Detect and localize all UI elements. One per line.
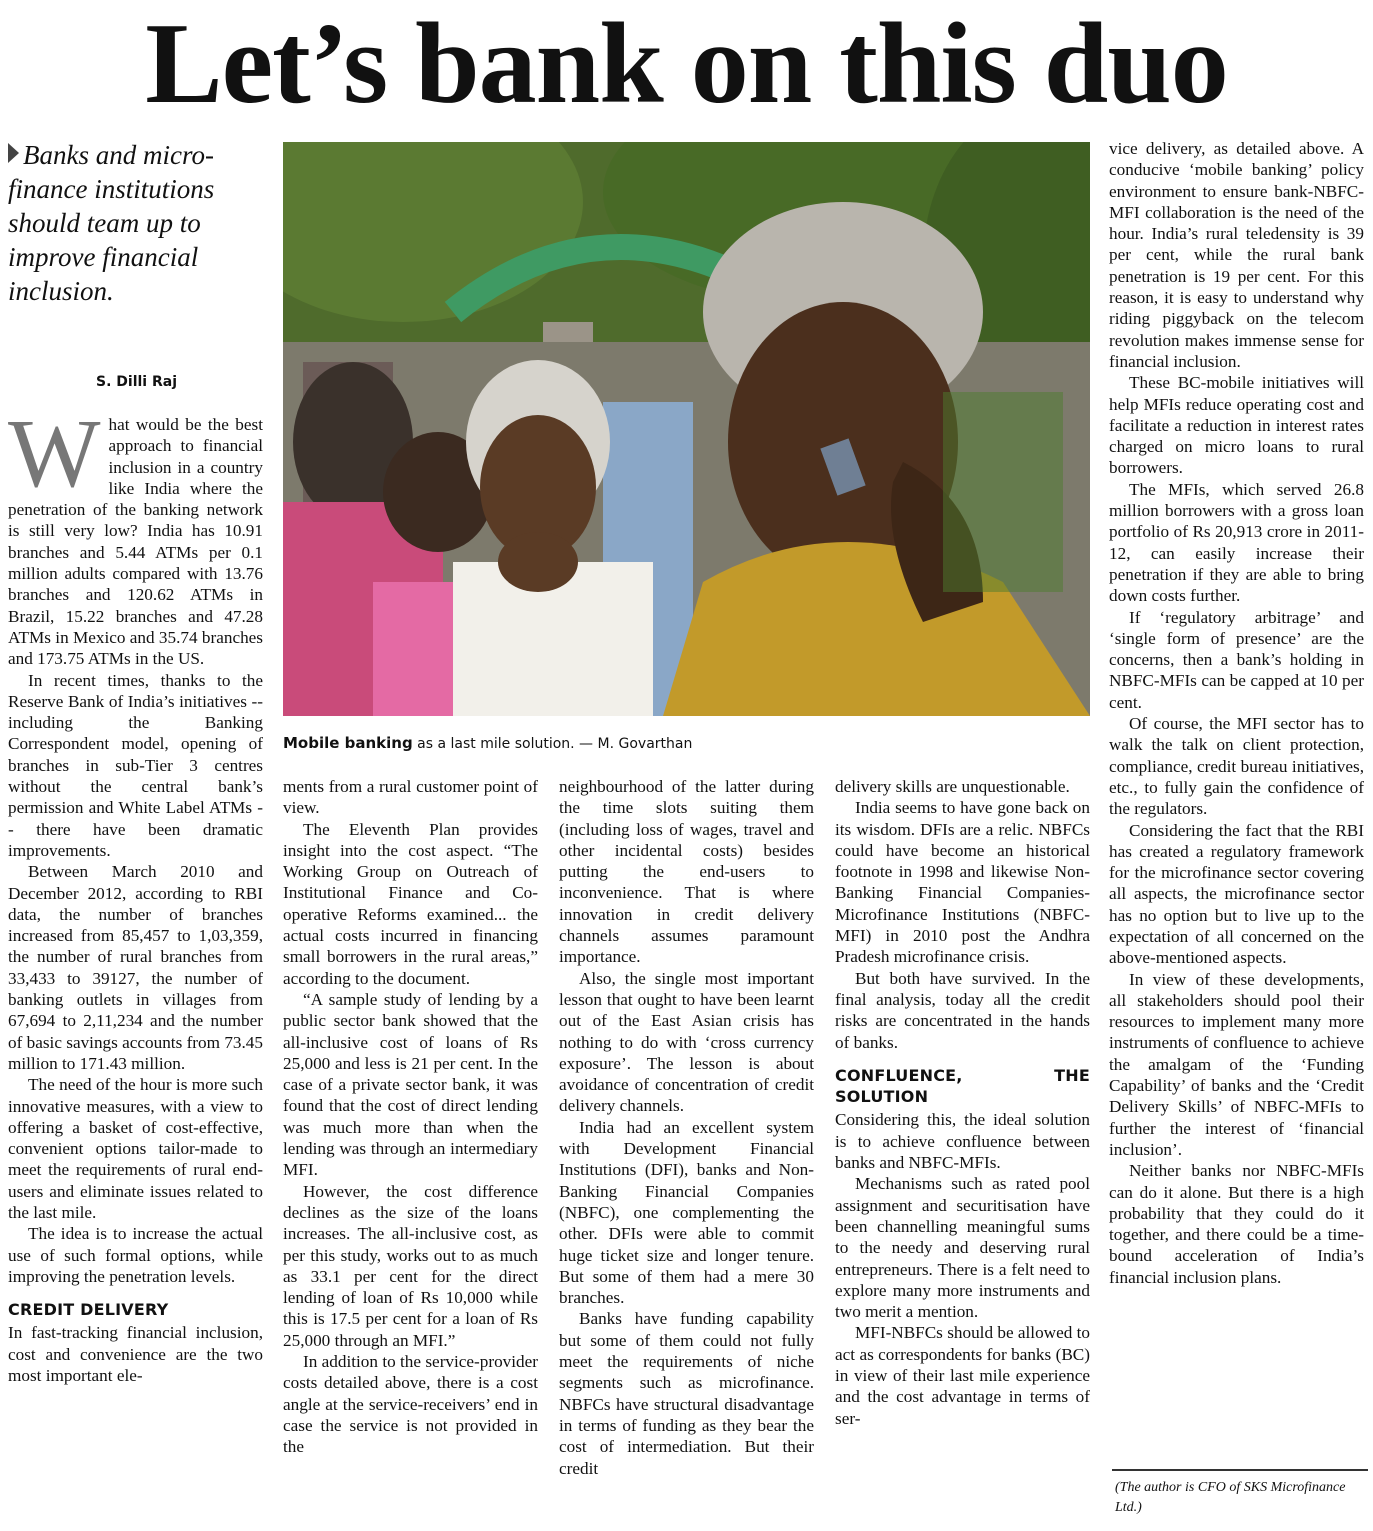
paragraph: ments from a rural customer point of view. [283, 777, 538, 818]
paragraph: In fast-tracking financial inclusion, cost and convenience are the two most important ele- [8, 1323, 263, 1386]
photo-illustration [283, 142, 1090, 716]
paragraph: Banks have funding capability but some of them could not fully meet the requirements of niche segments such as microfinance. NBFCs have structural disadvantage in terms of funding as they bear the cost of intermediation. But their credit [559, 1309, 814, 1478]
paragraph: India had an excellent system with Development Financial Institutions (DFI), banks and Non-Banking Financial Companies (NBFC), one complementing the other. DFIs were able to commit huge ticket size and longer tenure. But some of them had a mere 30 branches. [559, 1117, 814, 1308]
deck [8, 138, 268, 308]
paragraph: In recent times, thanks to the Reserve Bank of India’s initiatives -- including the Banking Correspondent model, opening of branches in sub-Tier 3 centres without the central bank’s permission and White Label ATMs -- there have been dramatic improvements. [8, 670, 263, 860]
paragraph: Between March 2010 and December 2012, according to RBI data, the number of branches increased from 85,457 to 1,03,359, the number of rural branches from 33,433 to 39127, the number of banking outlets in villages from 67,694 to 2,11,234 and the number of basic savings accounts from 73.45 million to 171.43 million. [8, 862, 263, 1073]
paragraph: In view of these developments, all stakeholders should pool their resources to implement many more instruments of confluence to achieve the amalgam of the ‘Funding Capability’ of banks and the ‘Credit Delivery Skills’ of NBFC-MFIs to further the interest of ‘financial inclusion’. [1109, 969, 1364, 1159]
paragraph: The Eleventh Plan provides insight into the cost aspect. “The Working Group on Outreach of Institutional Finance and Co-operative Reforms examined... the actual costs incurred in financing small borrowers in the rural areas,” according to the document. [283, 819, 538, 988]
photo-caption [283, 734, 692, 752]
headline: Let’s bank on this duo [145, 0, 1228, 128]
paragraph: India seems to have gone back on its wisdom. DFIs are a relic. NBFCs could have become an historical footnote in 1998 and likewise Non-Banking Financial Companies-Microfinance Institutions (NBFC-MFI) in 2010 post the Andhra Pradesh microfinance crisis. [835, 798, 1090, 967]
paragraph: The idea is to increase the actual use of such formal options, while improving the penetration levels. [8, 1224, 263, 1286]
drop-cap: W [8, 400, 101, 508]
paragraph: In addition to the service-provider costs detailed above, there is a cost angle at the service-receivers’ end in case the service is not provided in the [283, 1352, 538, 1457]
paragraph: But both have survived. In the final analysis, today all the credit risks are concentrated in the hands of banks. [835, 968, 1090, 1052]
column-5 [1109, 138, 1364, 1288]
column-1 [8, 400, 263, 1386]
divider [1112, 1469, 1368, 1471]
deck-text: Banks and micro-finance institutions should team up to improve financial inclusion. [8, 140, 215, 306]
paragraph: MFI-NBFCs should be allowed to act as correspondents for banks (BC) in view of their last mile experience and the cost advantage in terms of ser- [835, 1323, 1090, 1428]
paragraph: vice delivery, as detailed above. A conducive ‘mobile banking’ policy environment to ensure bank-NBFC-MFI collaboration is the need of the hour. India’s rural teledensity is 39 per cent, while the rural bank penetration is 19 per cent. For this reason, it is easy to understand why riding piggyback on the telecom revolution makes immense sense for financial inclusion. [1109, 139, 1364, 371]
paragraph: Of course, the MFI sector has to walk the talk on client protection, compliance, credit bureau initiatives, etc., to fully gain the confidence of the regulators. [1109, 714, 1364, 819]
section-heading: CONFLUENCE, THE SOLUTION [835, 1065, 1090, 1107]
paragraph: hat would be the best approach to financial inclusion in a country like India where the penetration of the banking network is still very low? India has 10.91 branches and 5.44 ATMs per 0.1 million adults compared with 13.76 branches and 120.62 ATMs in Brazil, 15.22 branches and 47.28 ATMs in Mexico and 35.74 branches and 173.75 ATMs in the US. [8, 415, 263, 669]
deck-arrow-icon [8, 143, 19, 163]
caption-bold: Mobile banking [283, 734, 413, 752]
paragraph: delivery skills are unquestionable. [835, 777, 1070, 796]
article-photo [283, 142, 1090, 716]
byline: S. Dilli Raj [96, 374, 177, 390]
author-note: (The author is CFO of SKS Microfinance Ltd.) [1115, 1480, 1346, 1515]
paragraph: neighbourhood of the latter during the time slots suiting them (including loss of wages, travel and other incidental costs) besides putting the end-users to inconvenience. That is where innovation in credit delivery channels assumes paramount importance. [559, 777, 814, 967]
paragraph: If ‘regulatory arbitrage’ and ‘single form of presence’ are the concerns, then a bank’s holding in NBFC-MFIs can be capped at 10 per cent. [1109, 607, 1364, 712]
paragraph: Mechanisms such as rated pool assignment and securitisation have been channelling meaningful sums to the needy and deserving rural entrepreneurs. There is a felt need to explore many more instruments and two merit a mention. [835, 1174, 1090, 1322]
paragraph: These BC-mobile initiatives will help MFIs reduce operating cost and facilitate a reduction in interest rates charged on micro loans to rural borrowers. [1109, 373, 1364, 478]
paragraph: Considering this, the ideal solution is to achieve confluence between banks and NBFC-MFIs. [835, 1110, 1090, 1173]
paragraph: “A sample study of lending by a public sector bank showed that the all-inclusive cost of loans of Rs 25,000 and less is 21 per cent. In the case of a private sector bank, it was found that the cost of direct lending was much more than when the lending was through an intermediary MFI. [283, 989, 538, 1180]
paragraph: The need of the hour is more such innovative measures, with a view to offering a basket of cost-effective, convenient options tailor-made to meet the requirements of rural end-users and eliminate issues related to the last mile. [8, 1075, 263, 1222]
paragraph: However, the cost difference declines as the size of the loans increases. The all-inclusive cost, as per this study, works out to as much as 33.1 per cent for the direct lending of loan of Rs 10,000 while this is 17.5 per cent for a loan of Rs 25,000 through an MFI.” [283, 1181, 538, 1350]
paragraph: The MFIs, which served 26.8 million borrowers with a gross loan portfolio of Rs 20,913 crore in 2011-12, can easily increase their penetration if they are able to bring down costs further. [1109, 479, 1364, 606]
paragraph: Also, the single most important lesson that ought to have been learnt out of the East Asian crisis has nothing to do with ‘cross currency exposure’. The lesson is about avoidance of concentration of credit delivery channels. [559, 968, 814, 1116]
paragraph: Neither banks nor NBFC-MFIs can do it alone. But there is a high probability that they could do it together, and there could be a time-bound acceleration of India’s financial inclusion plans. [1109, 1161, 1364, 1287]
section-heading: CREDIT DELIVERY [8, 1300, 169, 1320]
paragraph: Considering the fact that the RBI has created a regulatory framework for the microfinance sector covering all aspects, the microfinance sector has no option but to live up to the expectation of all concerned on the above-mentioned aspects. [1109, 820, 1364, 968]
caption-text: as a last mile solution. — M. Govarthan [412, 736, 693, 752]
column-2 [283, 776, 538, 1458]
column-4 [835, 776, 1090, 1429]
column-3 [559, 776, 814, 1479]
